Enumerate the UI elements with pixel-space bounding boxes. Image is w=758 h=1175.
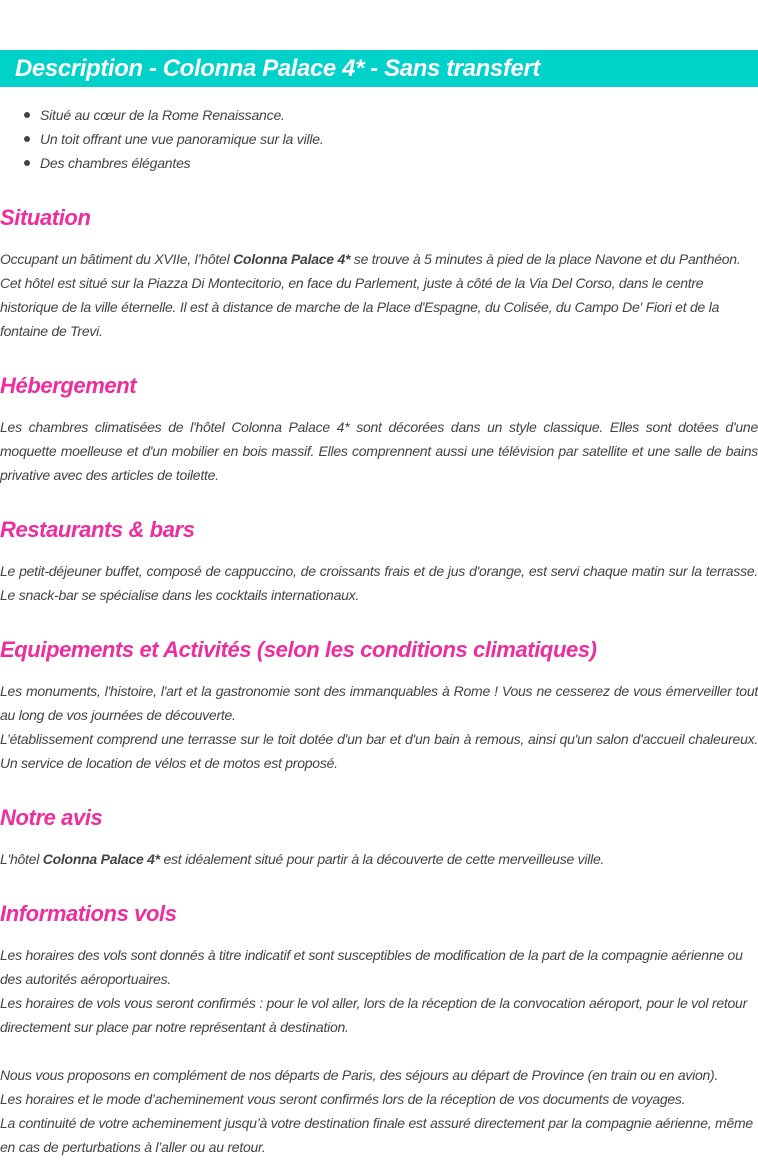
vols-text-3: Nous vous proposons en complément de nos départs de Paris, des séjours au départ de Province (en train ou en avion). (0, 1067, 719, 1083)
hebergement-text: Les chambres climatisées de l'hôtel Colonna Palace 4* sont décorées dans un style classique. Elles sont dotées d'une moquette moelleuse et d'un mobilier en bois massif. Elles comprennent aussi une télévision par satellite et une salle de bains privative avec des articles de toilette. (0, 419, 758, 483)
list-item (24, 103, 324, 127)
bullet-icon (24, 160, 30, 166)
section-restaurants (0, 515, 758, 607)
highlight-text: Un toit offrant une vue panoramique sur la ville. (40, 131, 324, 147)
hotel-name: Colonna Palace 4* (42, 851, 160, 867)
section-equipements (0, 635, 758, 775)
description-banner (0, 50, 758, 87)
list-item (24, 127, 324, 151)
situation-text-start: Occupant un bâtiment du XVIIe, l’hôtel (0, 251, 234, 267)
page-title: Description - Colonna Palace 4* - Sans transfert (15, 54, 540, 82)
bullet-icon (24, 112, 30, 118)
section-hebergement (0, 371, 758, 487)
vols-text-1: Les horaires des vols sont donnés à titre indicatif et sont susceptibles de modification de la part de la compagnie aérienne ou des autorités aéroportuaires. (0, 947, 743, 987)
vols-text-5: La continuité de votre acheminement jusqu’à votre destination finale est assuré directement par la compagnie aérienne, même en cas de perturbations à l’aller ou au retour. (0, 1115, 753, 1155)
highlight-text: Situé au cœur de la Rome Renaissance. (40, 107, 285, 123)
avis-text-end: est idéalement situé pour partir à la découverte de cette merveilleuse ville. (159, 851, 605, 867)
vols-text-4: Les horaires et le mode d’acheminement vous seront confirmés lors de la réception de vos documents de voyages. (0, 1091, 686, 1107)
section-situation (0, 203, 758, 343)
list-item (24, 151, 324, 175)
section-title-avis: Notre avis (0, 805, 103, 830)
section-title-situation: Situation (0, 205, 91, 230)
equipements-text-2: L’établissement comprend une terrasse sur le toit dotée d'un bar et d'un bain à remous, ainsi qu'un salon d'accueil chaleureux. Un service de location de vélos et de motos est proposé. (0, 731, 758, 771)
hotel-name: Colonna Palace 4* (233, 251, 351, 267)
vols-text-2: Les horaires de vols vous seront confirmés : pour le vol aller, lors de la réception de la convocation aéroport, pour le vol retour directement sur place par notre représentant à destination. (0, 995, 747, 1035)
equipements-text-1: Les monuments, l'histoire, l'art et la gastronomie sont des immanquables à Rome ! Vous ne cesserez de vous émerveiller tout au long de vos journées de découverte. (0, 683, 758, 723)
highlight-text: Des chambres élégantes (40, 155, 191, 171)
situation-text-end: se trouve à 5 minutes à pied de la place Navone et du Panthéon. Cet hôtel est situé sur la Piazza Di Montecitorio, en face du Parlement, juste à côté de la Via Del Corso, dans le centre historique de la ville éternelle. Il est à distance de marche de la Place d'Espagne, du Colisée, du Campo De' Fiori et de la fontaine de Trevi. (0, 251, 741, 339)
bullet-icon (24, 136, 30, 142)
avis-text-start: L'hôtel (0, 851, 43, 867)
paragraph-gap (0, 1039, 758, 1063)
section-title-vols: Informations vols (0, 901, 177, 926)
section-title-restaurants: Restaurants & bars (0, 517, 195, 542)
section-vols (0, 899, 758, 1159)
restaurants-text: Le petit-déjeuner buffet, composé de cappuccino, de croissants frais et de jus d'orange, est servi chaque matin sur la terrasse. Le snack-bar se spécialise dans les cocktails internationaux. (0, 563, 758, 603)
section-title-equipements: Equipements et Activités (selon les conditions climatiques) (0, 637, 597, 662)
avis-text (0, 847, 758, 871)
section-title-hebergement: Hébergement (0, 373, 137, 398)
section-avis (0, 803, 758, 871)
situation-text (0, 247, 758, 343)
highlights-list (24, 103, 324, 175)
